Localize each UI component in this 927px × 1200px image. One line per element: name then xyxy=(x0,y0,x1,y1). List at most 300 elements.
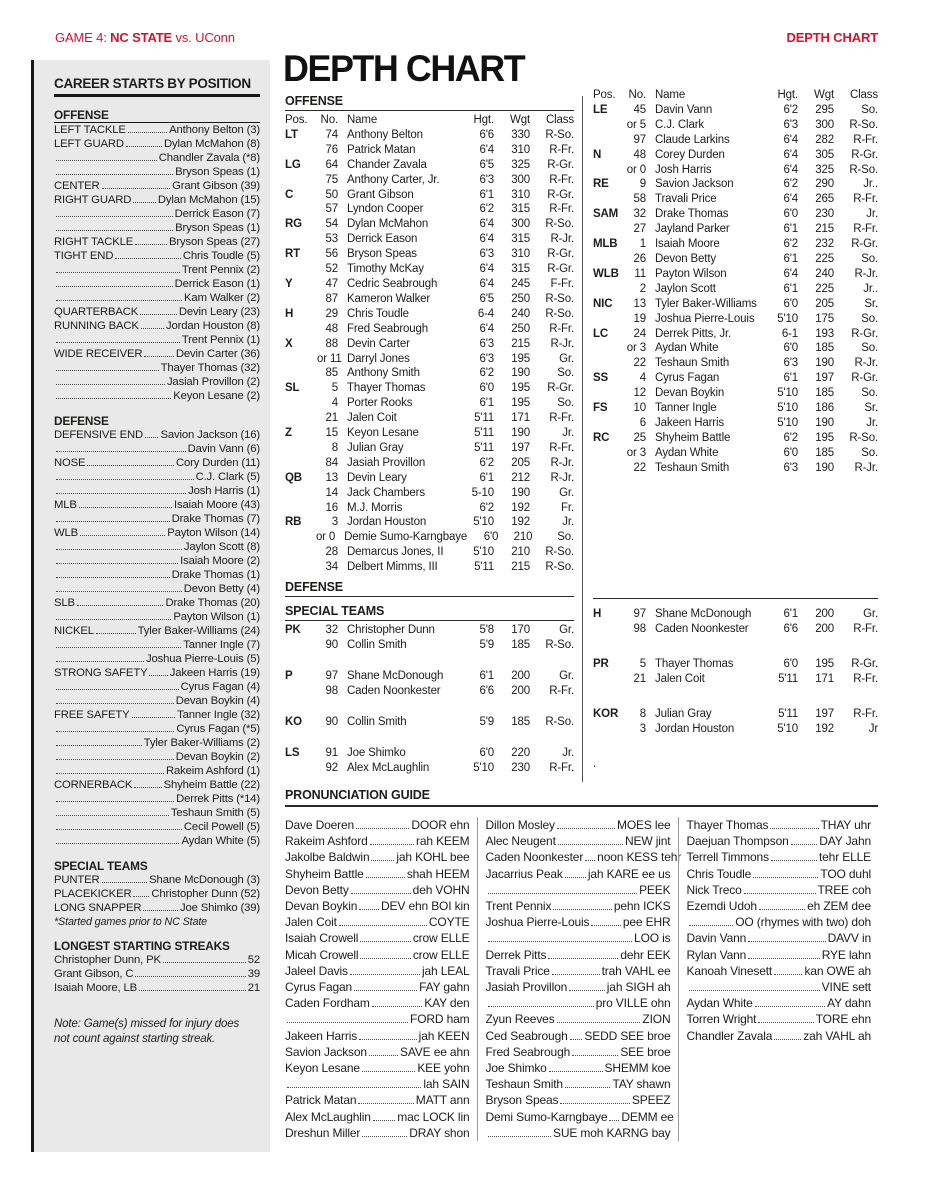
cell-no: or 5 xyxy=(626,118,646,131)
leader-value: RYE lahn xyxy=(821,947,871,962)
leader-label: Fred Seabrough xyxy=(485,1044,571,1059)
dot-leader xyxy=(56,300,182,301)
cell-hgt: 5'11 xyxy=(474,427,494,440)
dot-leader xyxy=(565,1087,611,1088)
leader-value: Devin Carter (36) xyxy=(175,348,260,360)
table-row xyxy=(285,441,574,456)
dot-leader xyxy=(56,479,194,480)
leader-label: Thayer Thomas xyxy=(686,818,769,832)
cell-pos: P xyxy=(285,669,293,682)
table-row xyxy=(285,411,574,426)
page-title: DEPTH CHART xyxy=(283,48,525,89)
leader-value: TREE coh xyxy=(817,882,871,897)
pronunciation-heading: PRONUNCIATION GUIDE xyxy=(285,788,878,807)
leader-value: Aydan White (5) xyxy=(181,835,260,847)
leader-value: FAY gahn xyxy=(419,980,470,995)
dot-leader xyxy=(356,828,409,829)
cell-pos: PK xyxy=(285,624,301,637)
dot-leader xyxy=(128,132,167,133)
cell-name: Jasiah Provillon xyxy=(347,456,426,469)
cell-no: 19 xyxy=(633,312,646,325)
cell-hgt: 6'2 xyxy=(479,367,494,380)
cell-no: 14 xyxy=(325,486,338,499)
cell-class: R-Fr. xyxy=(549,412,574,425)
cell-name: Demarcus Jones, II xyxy=(347,546,444,559)
cell-wgt: 200 xyxy=(815,622,834,635)
leader-label: Jakeen Harris xyxy=(285,1028,358,1043)
cell-class: R-Fr. xyxy=(853,193,878,206)
cell-wgt: 200 xyxy=(815,608,834,620)
leader-label: Savion Jackson xyxy=(285,1044,367,1059)
leader-row xyxy=(54,263,260,277)
cell-class: R-Gr. xyxy=(547,263,574,276)
depth-chart-defense-column xyxy=(593,88,878,476)
cell-wgt: 195 xyxy=(511,352,530,365)
cell-hgt: 6'4 xyxy=(783,133,798,146)
cell-wgt: 190 xyxy=(511,486,530,499)
cell-no: 98 xyxy=(325,684,338,697)
table-row xyxy=(285,381,574,396)
dot-leader xyxy=(56,160,157,161)
dot-leader xyxy=(56,451,186,452)
cell-wgt: 295 xyxy=(815,103,834,116)
section-heading: LONGEST STARTING STREAKS xyxy=(54,939,230,953)
leader-row xyxy=(285,898,470,914)
dot-leader xyxy=(56,703,174,704)
leader-value: Jakeen Harris (19) xyxy=(169,667,260,679)
dot-leader xyxy=(569,990,605,991)
cell-hgt: 6'4 xyxy=(783,163,798,176)
leader-label: Devon Betty xyxy=(285,882,349,897)
dot-leader xyxy=(135,244,167,245)
cell-no: 32 xyxy=(325,624,338,637)
cell-class: R-Gr. xyxy=(851,238,878,251)
table-row xyxy=(593,607,878,622)
leader-value: DEMM ee xyxy=(621,1109,674,1124)
leader-list xyxy=(54,428,260,848)
dot-leader xyxy=(351,893,411,894)
cell-no: 25 xyxy=(633,431,646,444)
leader-value: Kam Walker (2) xyxy=(184,292,260,304)
cell-class: R-Fr. xyxy=(853,622,878,635)
cell-hgt: 6'2 xyxy=(783,178,798,191)
table-row xyxy=(285,307,574,322)
dot-leader xyxy=(102,188,171,189)
table-row xyxy=(593,192,878,207)
dot-leader xyxy=(115,258,181,259)
table-row xyxy=(285,761,574,776)
leader-value: DRAY shon xyxy=(409,1125,470,1140)
leader-row xyxy=(54,221,260,235)
cell-hgt: 5'10 xyxy=(777,387,798,400)
cell-class: Jr xyxy=(868,722,878,735)
table-row xyxy=(593,672,878,687)
cell-wgt: 212 xyxy=(511,471,530,484)
cell-hgt: 5'10 xyxy=(473,761,494,774)
leader-row xyxy=(285,1109,470,1125)
leader-value: THAY uhr xyxy=(820,818,871,832)
leader-row xyxy=(486,866,671,882)
cell-pos: SS xyxy=(593,372,609,385)
leader-value: Drake Thomas (7) xyxy=(171,513,260,525)
table-row xyxy=(285,501,574,516)
cell-pos: C xyxy=(285,188,294,201)
leader-list xyxy=(54,953,260,995)
cell-hgt: 5'10 xyxy=(473,546,494,559)
leader-value: Payton Wilson (1) xyxy=(173,611,260,623)
cell-name: Cyrus Fagan xyxy=(655,372,720,385)
cell-hgt: 6'4 xyxy=(479,218,494,231)
leader-value: zah VAHL ah xyxy=(803,1028,871,1043)
cell-hgt: 6'4 xyxy=(783,193,798,206)
cell-name: Isaiah Moore xyxy=(655,238,720,251)
leader-value: crow ELLE xyxy=(412,931,470,946)
cell-class: R-Fr. xyxy=(549,143,574,156)
cell-hgt: 6'4 xyxy=(479,263,494,276)
cell-no: 12 xyxy=(633,387,646,400)
table-row xyxy=(285,715,574,730)
leader-value: 52 xyxy=(247,954,260,966)
cell-no: 97 xyxy=(633,608,646,620)
leader-label: PUNTER xyxy=(54,874,100,886)
leader-row xyxy=(54,708,260,722)
table-row xyxy=(593,401,878,416)
leader-label: Ced Seabrough xyxy=(485,1028,568,1043)
table-row xyxy=(285,426,574,441)
leader-row xyxy=(54,207,260,221)
leader-row xyxy=(687,898,872,914)
dot-leader xyxy=(609,1120,619,1121)
leader-row xyxy=(285,1125,470,1141)
cell-pos: QB xyxy=(285,471,302,484)
cell-hgt: 6'0 xyxy=(483,531,499,544)
leader-row xyxy=(54,820,260,834)
cell-name: Shyheim Battle xyxy=(655,431,731,444)
leader-list xyxy=(54,873,260,915)
cell-hgt: 6'0 xyxy=(479,382,494,395)
cell-name: Dylan McMahon xyxy=(347,218,429,231)
leader-value: jah SIGH ah xyxy=(606,980,671,995)
cell-name: Jakeen Harris xyxy=(655,416,724,429)
cell-wgt: 197 xyxy=(815,707,834,720)
dot-leader xyxy=(102,882,148,883)
leader-label: Terrell Timmons xyxy=(686,850,769,865)
cell-no: 88 xyxy=(325,337,338,350)
cell-hgt: 6'3 xyxy=(479,173,494,186)
page-label: DEPTH CHART xyxy=(786,30,878,45)
cell-wgt: 171 xyxy=(815,672,834,685)
cell-name: Shane McDonough xyxy=(655,608,752,620)
dot-leader xyxy=(56,577,170,578)
cell-no: 75 xyxy=(325,173,338,186)
cell-hgt: 6'4 xyxy=(479,277,494,290)
dot-leader xyxy=(135,976,245,977)
cell-name: Josh Harris xyxy=(655,163,712,176)
leader-row xyxy=(54,610,260,624)
dot-leader xyxy=(755,1006,825,1007)
cell-name: Derrick Eason xyxy=(347,233,418,246)
cell-class: R-Fr. xyxy=(549,684,574,697)
cell-name: Jordan Houston xyxy=(347,516,427,529)
dot-leader xyxy=(56,591,182,592)
dot-leader xyxy=(488,893,638,894)
leader-value: Grant Gibson (39) xyxy=(172,180,260,192)
cell-hgt: 6'4 xyxy=(479,233,494,246)
cell-class: R-So. xyxy=(849,163,878,176)
dot-leader xyxy=(56,829,182,830)
cell-wgt: 200 xyxy=(511,669,530,682)
leader-label: Devan Boykin xyxy=(285,899,358,914)
cell-class: Jr. xyxy=(866,416,878,429)
cell-hgt: 6'4 xyxy=(479,143,494,156)
cell-name: Jaylon Scott xyxy=(655,282,716,295)
cell-hgt: 6'1 xyxy=(479,188,494,201)
cell-pos: N xyxy=(593,148,602,161)
cell-name: Name xyxy=(655,89,686,101)
cell-class: R-So. xyxy=(849,118,878,131)
cell-class: Jr. xyxy=(562,516,574,529)
cell-hgt: 6'4 xyxy=(783,267,798,280)
dot-leader xyxy=(56,661,144,662)
dot-leader xyxy=(759,909,805,910)
cell-hgt: 5'11 xyxy=(778,672,798,685)
leader-row xyxy=(285,866,470,882)
cell-no: 3 xyxy=(639,722,646,735)
leader-value: jah KOHL bee xyxy=(396,850,470,865)
leader-label: Grant Gibson, C xyxy=(54,968,134,980)
cell-name: M.J. Morris xyxy=(347,501,403,514)
table-row xyxy=(593,446,878,461)
leader-label: QUARTERBACK xyxy=(54,306,139,318)
leader-value: Joshua Pierre-Louis (5) xyxy=(146,653,260,665)
leader-label: Daejuan Thompson xyxy=(686,834,789,849)
leader-value: 39 xyxy=(247,968,260,980)
leader-value: Dylan McMahon (15) xyxy=(157,194,260,206)
dot-leader xyxy=(133,202,156,203)
cell-class: R-So. xyxy=(849,431,878,444)
cell-wgt: 185 xyxy=(511,639,530,651)
cell-wgt: 225 xyxy=(815,252,834,265)
dot-leader xyxy=(56,843,179,844)
leader-value: Tyler Baker-Williams (24) xyxy=(137,625,260,637)
leader-row xyxy=(54,137,260,151)
cell-wgt: 240 xyxy=(815,267,834,280)
cell-name: Collin Smith xyxy=(347,715,407,728)
cell-hgt: 6'0 xyxy=(783,297,798,310)
table-row xyxy=(285,292,574,307)
position-group xyxy=(285,715,574,730)
leader-value: PEEK xyxy=(639,882,671,897)
special-teams-right-column xyxy=(593,598,878,770)
leader-row xyxy=(486,995,671,1011)
leader-row xyxy=(54,428,260,442)
cell-no: 16 xyxy=(325,501,338,514)
leader-value: pehn ICKS xyxy=(613,899,671,914)
section-heading: OFFENSE xyxy=(54,108,260,123)
leader-row xyxy=(54,834,260,848)
leader-value: jah KARE ee us xyxy=(587,866,671,881)
leader-row xyxy=(54,235,260,249)
cell-wgt: 205 xyxy=(511,456,530,469)
leader-value: Payton Wilson (14) xyxy=(167,527,260,539)
leader-value: 21 xyxy=(247,982,260,994)
cell-no: 5 xyxy=(331,382,338,395)
cell-name: Anthony Smith xyxy=(347,367,420,380)
table-row xyxy=(593,356,878,371)
cell-hgt: 6'3 xyxy=(479,248,494,261)
leader-label: Kanoah Vinesett xyxy=(686,963,773,978)
cell-wgt: 282 xyxy=(815,133,834,146)
leader-row xyxy=(54,179,260,193)
leader-row xyxy=(54,305,260,319)
cell-class: So. xyxy=(861,387,878,400)
leader-row xyxy=(54,347,260,361)
cell-class: F-Fr. xyxy=(550,277,574,290)
cell-hgt: 5'9 xyxy=(479,715,494,728)
cell-class: R-Gr. xyxy=(851,327,878,340)
dot-leader xyxy=(771,860,817,861)
dot-leader xyxy=(133,896,149,897)
cell-no: 76 xyxy=(325,143,338,156)
table-row xyxy=(593,267,878,282)
dot-leader xyxy=(557,828,615,829)
leader-label: Rakeim Ashford xyxy=(285,834,368,849)
table-row xyxy=(285,638,574,653)
leader-label: Chandler Zavala xyxy=(686,1028,773,1043)
leader-row xyxy=(54,953,260,967)
dot-leader xyxy=(140,314,177,315)
table-row xyxy=(593,312,878,327)
cell-hgt: 6'0 xyxy=(783,208,798,221)
special-teams-left-table xyxy=(285,623,574,775)
leader-value: Isaiah Moore (2) xyxy=(180,555,260,567)
leader-row xyxy=(486,1028,671,1044)
cell-no: 22 xyxy=(633,461,646,474)
cell-hgt: 6'1 xyxy=(783,223,798,236)
leader-value: Jaylon Scott (8) xyxy=(183,541,260,553)
section-heading: SPECIAL TEAMS xyxy=(54,859,148,873)
cell-class: R-Fr. xyxy=(549,173,574,186)
dot-leader xyxy=(96,633,136,634)
cell-no: 74 xyxy=(325,128,338,141)
leader-row xyxy=(54,456,260,470)
cell-name: Keyon Lesane xyxy=(347,427,419,440)
table-row xyxy=(285,515,574,530)
cell-pos: LS xyxy=(285,746,300,759)
cell-hgt: 6'3 xyxy=(479,352,494,365)
cell-wgt: 210 xyxy=(513,531,533,544)
cell-wgt: 192 xyxy=(815,722,834,735)
cell-hgt: 6-1 xyxy=(781,327,798,340)
cell-hgt: 6'3 xyxy=(479,337,494,350)
cell-hgt: Hgt. xyxy=(473,114,494,126)
cell-pos: RT xyxy=(285,248,301,261)
column-divider xyxy=(582,96,583,782)
leader-row xyxy=(54,596,260,610)
leader-row xyxy=(54,526,260,540)
cell-no: 45 xyxy=(633,103,646,116)
cell-name: Savion Jackson xyxy=(655,178,734,191)
cell-no: 11 xyxy=(634,267,646,280)
leader-value: MATT ann xyxy=(415,1093,470,1108)
cell-no: 90 xyxy=(325,639,338,651)
leader-label: Zyun Reeves xyxy=(485,1012,555,1027)
cell-wgt: 205 xyxy=(815,297,834,310)
depth-chart-offense-column xyxy=(285,94,574,791)
leader-label: CENTER xyxy=(54,180,100,192)
leader-row xyxy=(486,1092,671,1108)
cell-class: Jr. xyxy=(866,208,878,221)
dot-leader xyxy=(362,1136,407,1137)
dot-leader xyxy=(791,844,818,845)
cell-no: or 3 xyxy=(626,446,646,459)
dot-leader xyxy=(56,384,165,385)
leader-row xyxy=(285,1076,470,1092)
cell-wgt: 186 xyxy=(815,402,834,415)
leader-value: KEE yohn xyxy=(417,1061,470,1076)
leader-value: Teshaun Smith (5) xyxy=(170,807,260,819)
cell-class: R-Gr. xyxy=(547,248,574,261)
leader-row xyxy=(285,914,470,930)
cell-name: Claude Larkins xyxy=(655,133,730,146)
leader-row xyxy=(54,442,260,456)
cell-class: R-Fr. xyxy=(549,761,574,774)
leader-row xyxy=(54,694,260,708)
cell-class: Sr. xyxy=(864,297,878,310)
cell-no: 2 xyxy=(639,282,646,295)
cell-name: Fred Seabrough xyxy=(347,322,429,335)
table-row xyxy=(593,148,878,163)
sidebar-section-offense xyxy=(54,108,260,403)
leader-value: SEDD SEE broe xyxy=(584,1028,671,1043)
cell-class: R-So. xyxy=(545,292,574,305)
cell-class: R-So. xyxy=(545,715,574,728)
cell-no: or 3 xyxy=(626,342,646,355)
dot-leader xyxy=(548,958,618,959)
leader-row xyxy=(54,981,260,995)
cell-no: 48 xyxy=(633,148,646,161)
cell-hgt: 5'11 xyxy=(474,441,494,454)
position-group xyxy=(285,623,574,653)
table-row xyxy=(593,622,878,637)
dot-leader xyxy=(354,990,417,991)
cell-wgt: 300 xyxy=(511,173,530,186)
dot-leader xyxy=(56,745,142,746)
leader-label: WLB xyxy=(54,527,79,539)
cell-hgt: 6'6 xyxy=(783,622,798,635)
leader-value: Tanner Ingle (32) xyxy=(177,709,260,721)
dot-leader xyxy=(56,815,169,816)
pronunciation-column-3 xyxy=(678,817,879,1141)
cell-hgt: 6'6 xyxy=(479,684,494,697)
offense-section-heading: OFFENSE xyxy=(285,94,574,111)
leader-label: Nick Treco xyxy=(686,882,742,897)
cell-wgt: 190 xyxy=(815,461,834,474)
dot-leader xyxy=(570,1039,583,1040)
cell-no: 47 xyxy=(325,277,338,290)
position-group xyxy=(593,707,878,737)
cell-class: R-So. xyxy=(545,128,574,141)
cell-wgt: 225 xyxy=(815,282,834,295)
cell-wgt: 245 xyxy=(511,277,530,290)
cell-name: Lyndon Cooper xyxy=(347,203,424,216)
leader-value: Derrek Pitts (*14) xyxy=(176,793,260,805)
leader-row xyxy=(285,930,470,946)
leader-value: DOOR ehn xyxy=(411,818,470,832)
cell-class: R-Jr. xyxy=(854,461,878,474)
table-row xyxy=(593,133,878,148)
dot-leader xyxy=(360,941,411,942)
